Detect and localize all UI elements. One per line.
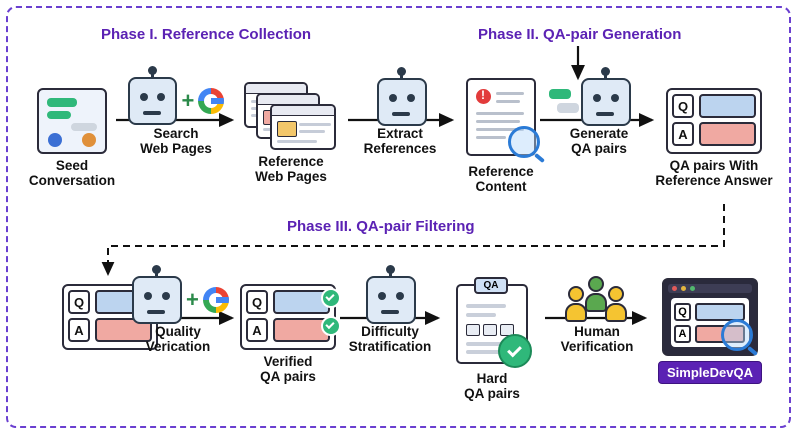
node-caption: Hard QA pairs <box>464 371 520 401</box>
node-final-dataset <box>650 278 770 384</box>
a-label: A <box>246 318 268 342</box>
plus-icon: + <box>186 287 199 312</box>
q-label: Q <box>246 290 268 314</box>
robot-icon <box>366 276 416 324</box>
magnifier-icon <box>508 126 540 158</box>
phase-title-2: Phase II. QA-pair Generation <box>478 26 682 43</box>
phase-title-1: Phase I. Reference Collection <box>101 26 312 43</box>
generate-tools-group <box>549 78 631 126</box>
extract-robot-group <box>377 78 427 126</box>
arrow-label-difficulty-stratification: Difficulty Stratification <box>348 324 432 354</box>
node-seed-conversation <box>22 88 122 188</box>
verified-badge-icon <box>498 334 532 368</box>
qa-pair-card-icon <box>666 88 762 154</box>
a-label: A <box>674 325 691 343</box>
dataset-screen-icon <box>662 278 758 356</box>
google-icon <box>198 88 224 114</box>
human-verification-group <box>553 272 639 324</box>
qa-tag: QA <box>474 277 508 294</box>
humans-icon <box>561 272 631 324</box>
phase-title-3: Phase III. QA-pair Filtering <box>287 218 475 235</box>
node-caption: Verified QA pairs <box>260 354 316 384</box>
node-hard-qa <box>444 280 540 401</box>
arrow-label-generate-qa-pairs: Generate QA pairs <box>569 126 629 156</box>
robot-icon <box>377 78 427 126</box>
magnifier-icon <box>721 319 753 351</box>
seed-conversation-icon <box>37 88 107 154</box>
quality-tools-group <box>132 276 229 324</box>
robot-icon <box>581 78 631 126</box>
q-label: Q <box>674 303 691 321</box>
web-pages-icon <box>244 82 338 150</box>
robot-icon <box>128 77 177 125</box>
a-label: A <box>672 122 694 146</box>
node-reference-content <box>456 78 546 194</box>
arrow-label-human-verification: Human Verification <box>560 324 634 354</box>
brand-badge: SimpleDevQA <box>658 361 762 384</box>
qa-pair-card-icon <box>240 284 336 350</box>
reference-document-icon <box>466 78 536 156</box>
search-tools-group <box>128 78 224 124</box>
node-verified-qa <box>238 284 338 384</box>
node-qa-with-reference <box>654 88 774 188</box>
node-caption: Reference Web Pages <box>255 154 327 184</box>
chat-bubbles-icon <box>549 87 579 117</box>
q-label: Q <box>68 290 90 314</box>
node-reference-web-pages <box>236 82 346 184</box>
node-caption: Reference Content <box>468 164 534 194</box>
robot-icon <box>132 276 182 324</box>
plus-icon: + <box>181 88 195 113</box>
difficulty-robot-group <box>366 276 416 324</box>
node-caption: QA pairs With Reference Answer <box>655 158 773 188</box>
arrow-label-quality-verification: Quality Verication <box>145 324 211 354</box>
arrow-label-search-web-pages: Search Web Pages <box>140 126 212 156</box>
node-caption: Seed Conversation <box>28 158 116 188</box>
google-icon <box>203 287 229 313</box>
check-icon <box>321 288 341 308</box>
a-label: A <box>68 318 90 342</box>
hard-qa-document-icon <box>456 280 528 364</box>
arrow-label-extract-references: Extract References <box>363 126 437 156</box>
q-label: Q <box>672 94 694 118</box>
